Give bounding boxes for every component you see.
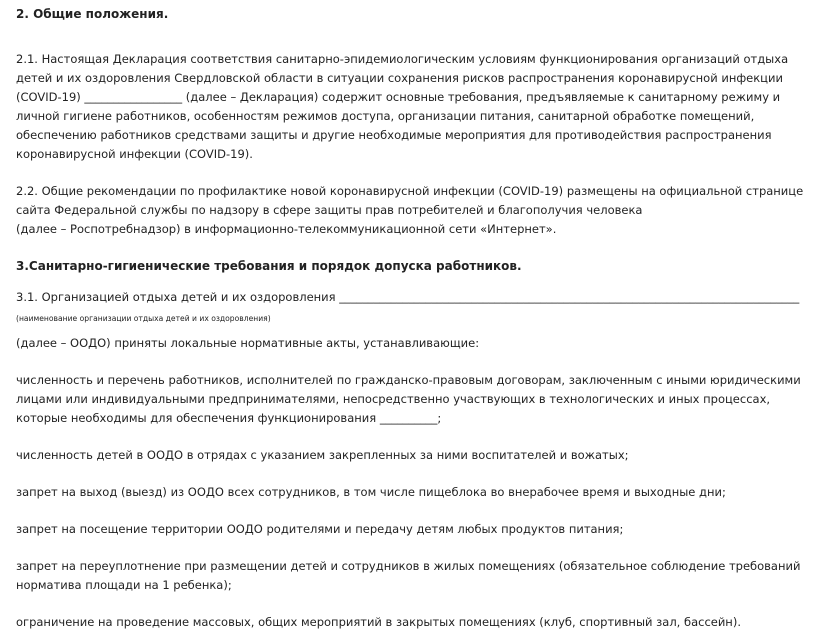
section-3-heading: 3.Санитарно-гигиенические требования и порядок допуска работников.: [16, 259, 522, 273]
paragraph-mass-events-limit: ограничение на проведение массовых, общих мероприятий в закрытых помещениях (клуб, спортивный зал, бассейн).: [16, 615, 741, 629]
paragraph-oodo-intro: (далее – ООДО) приняты локальные нормативные акты, устанавливающие:: [16, 336, 480, 350]
section-2-heading: 2. Общие положения.: [16, 7, 169, 21]
organization-name-caption: (наименование организации отдыха детей и их оздоровления): [16, 314, 271, 323]
paragraph-staff-list: численность и перечень работников, исполнителей по гражданско-правовым договорам, заключенным с иными юридическими лицами или индивидуальными предпринимателями, непосредственно участвующих в технологических и иных процессах, которые необходимы для обеспечения функционирования __________;: [16, 373, 801, 425]
paragraph-3-1: 3.1. Организацией отдыха детей и их оздоровления ________________________________________________________________________________: [16, 290, 800, 304]
paragraph-2-1: 2.1. Настоящая Декларация соответствия санитарно-эпидемиологическим условиям функционирования организаций отдыха детей и их оздоровления Свердловской области в ситуации сохранения рисков распространения коронавирусной инфекции (COVID-19) _________________ (далее – Декларация) содержит основные требования, предъявляемые к санитарному режиму и личной гигиене работников, особенностям режимов доступа, организации питания, санитарной обработке помещений, обеспечению работников средствами защиты и другие необходимые мероприятия для противодействия распространения коронавирусной инфекции (COVID-19).: [16, 52, 789, 161]
paragraph-overcrowding-ban: запрет на переуплотнение при размещении детей и сотрудников в жилых помещениях (обязательное соблюдение требований норматива площади на 1 ребенка);: [16, 559, 801, 592]
paragraph-exit-ban: запрет на выход (выезд) из ООДО всех сотрудников, в том числе пищеблока во внерабочее время и выходные дни;: [16, 485, 726, 499]
paragraph-children-count: численность детей в ООДО в отрядах с указанием закрепленных за ними воспитателей и вожатых;: [16, 448, 629, 462]
paragraph-2-2-line-2: (далее – Роспотребнадзор) в информационно-телекоммуникационной сети «Интернет».: [16, 222, 557, 236]
paragraph-2-2-line-1: 2.2. Общие рекомендации по профилактике новой коронавирусной инфекции (COVID-19) размещены на официальной странице сайта Федеральной службы по надзору в сфере защиты прав потребителей и благополучия человека: [16, 184, 804, 217]
paragraph-visit-ban: запрет на посещение территории ООДО родителями и передачу детям любых продуктов питания;: [16, 522, 624, 536]
